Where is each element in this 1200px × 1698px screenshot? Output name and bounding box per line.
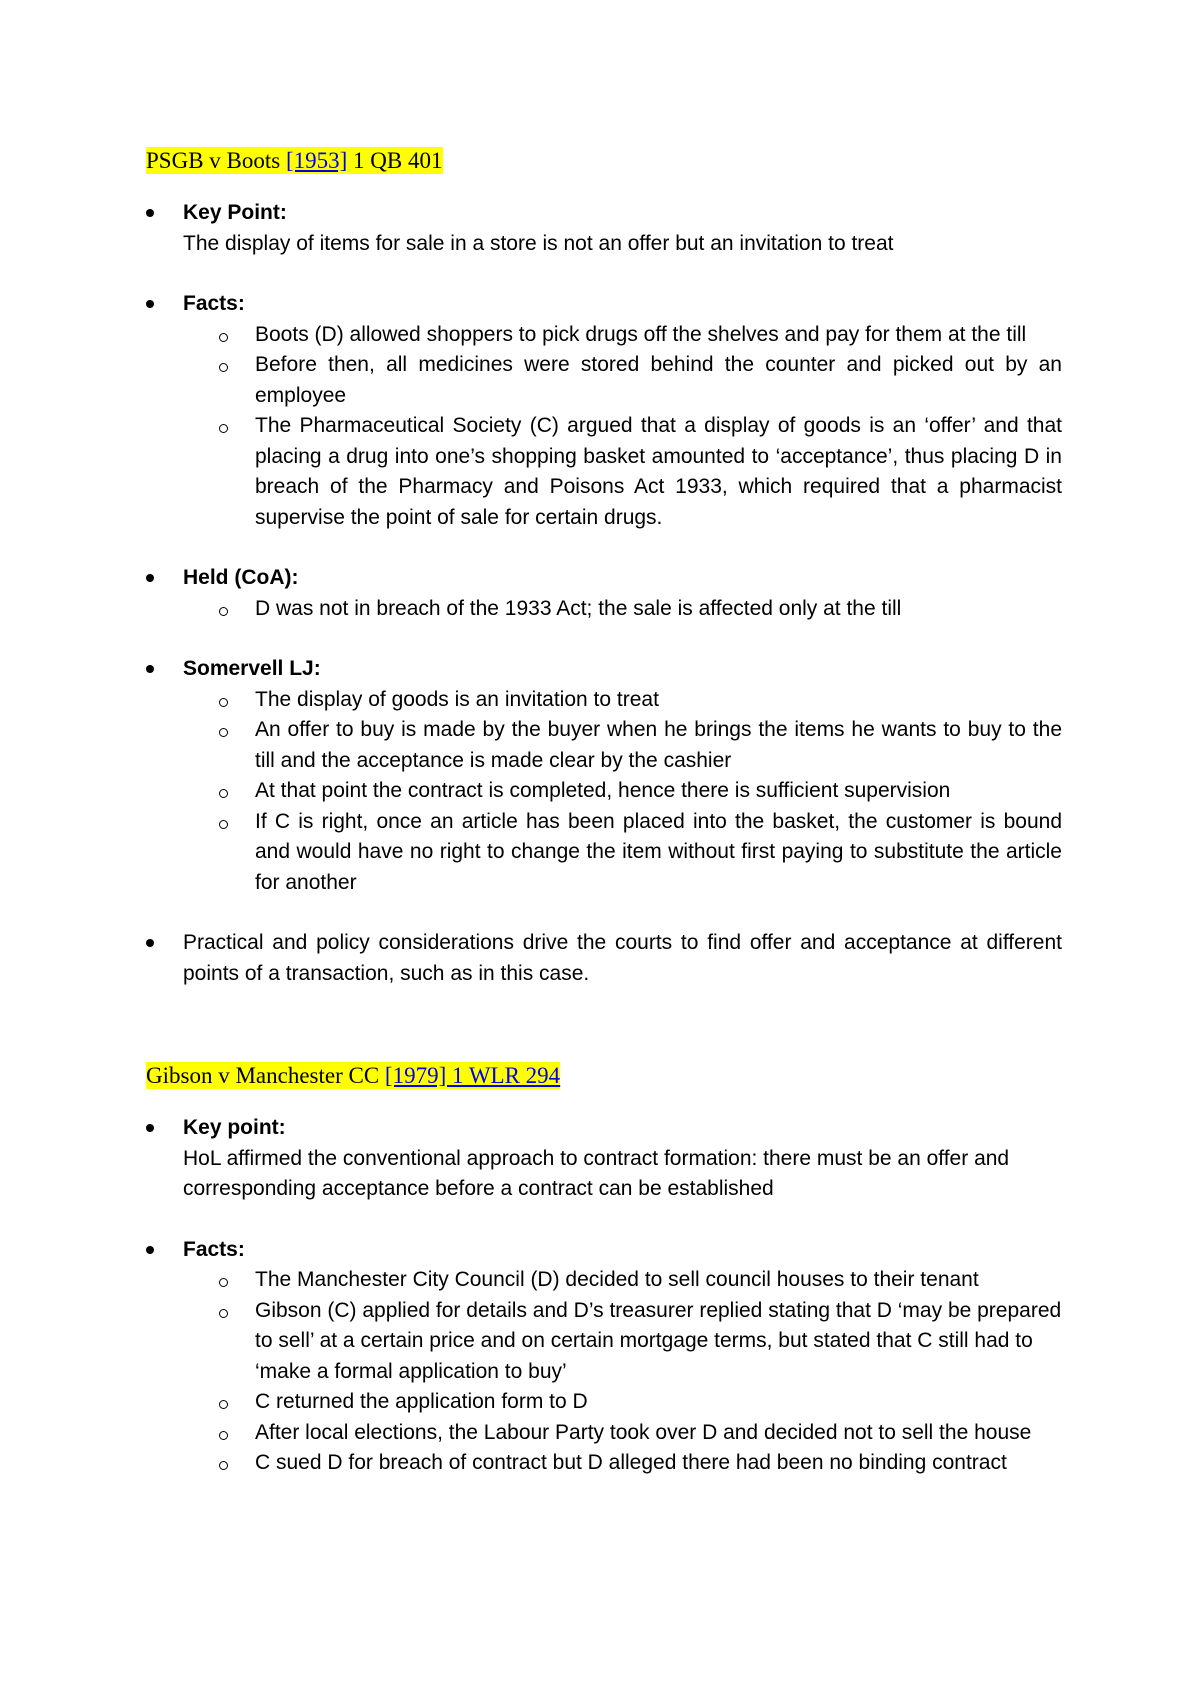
circle-bullet-icon xyxy=(219,1431,228,1440)
list-item-text: C returned the application form to D xyxy=(255,1390,588,1413)
somervell-section xyxy=(146,654,1062,898)
practical-section xyxy=(146,928,1062,989)
list-item xyxy=(219,776,1062,807)
circle-bullet-icon xyxy=(219,698,228,707)
bullet-icon xyxy=(146,300,154,308)
list-item xyxy=(219,411,1062,533)
list-item xyxy=(219,1265,1062,1296)
list-item-text: The Manchester City Council (D) decided to sell council houses to their tenant xyxy=(255,1268,979,1291)
citation-link[interactable]: [1979] 1 WLR 294 xyxy=(384,1063,561,1088)
bullet-icon xyxy=(146,939,154,947)
list-item xyxy=(219,685,1062,716)
citation-link[interactable]: [1953] xyxy=(285,148,348,173)
section-label: Facts: xyxy=(183,292,245,315)
list-item-text: At that point the contract is completed, hence there is sufficient supervision xyxy=(255,779,951,802)
list-item-text: C sued D for breach of contract but D alleged there had been no binding contract xyxy=(255,1451,1007,1474)
circle-bullet-icon xyxy=(219,607,228,616)
list-item-text: After local elections, the Labour Party took over D and decided not to sell the house xyxy=(255,1420,1032,1444)
list-item xyxy=(219,1448,1062,1479)
highlighted-heading xyxy=(146,1062,560,1089)
held-section xyxy=(146,563,1062,624)
case-title: Gibson v Manchester CC xyxy=(146,1063,385,1088)
list-item-text: An offer to buy is made by the buyer when he brings the items he wants to buy to the till and the acceptance is made clear by the cashier xyxy=(255,718,1062,772)
section-label: Key point: xyxy=(183,1116,286,1139)
section-label: Held (CoA): xyxy=(183,566,299,589)
list-item-text: Boots (D) allowed shoppers to pick drugs off the shelves and pay for them at the till xyxy=(255,322,1027,346)
list-item-text: The Pharmaceutical Society (C) argued that a display of goods is an ‘offer’ and that placing a drug into one’s shopping basket amounted to ‘acceptance’, thus placing D in breach of the Pharmacy and Poisons Act 1933, which required that a pharmacist supervise the point of sale for certain drugs. xyxy=(255,414,1062,529)
list-item xyxy=(219,1296,1062,1388)
circle-bullet-icon xyxy=(219,1400,228,1409)
practical-text: Practical and policy considerations drive the courts to find offer and acceptance at different points of a transaction, such as in this case. xyxy=(183,931,1062,985)
case-title: PSGB v Boots xyxy=(146,148,286,173)
list-item xyxy=(219,807,1062,899)
case-heading xyxy=(146,1061,1062,1091)
list-item-text: D was not in breach of the 1933 Act; the sale is affected only at the till xyxy=(255,596,902,620)
bullet-icon xyxy=(146,665,154,673)
list-item-text: Gibson (C) applied for details and D’s treasurer replied stating that D ‘may be prepared to sell’ at a certain price and on certain mortgage terms, but stated that C still had to ‘make a formal application to buy’ xyxy=(255,1298,1062,1383)
circle-bullet-icon xyxy=(219,363,228,372)
facts-section xyxy=(146,1235,1062,1479)
facts-section xyxy=(146,289,1062,533)
bullet-icon xyxy=(146,1246,154,1254)
document-content xyxy=(146,146,1062,1479)
list-item-text: If C is right, once an article has been placed into the basket, the customer is bound and would have no right to change the item without first paying to substitute the article for another xyxy=(255,809,1062,894)
case-gibson-v-manchester xyxy=(146,1061,1062,1479)
held-list xyxy=(183,594,1062,625)
list-item xyxy=(219,715,1062,776)
circle-bullet-icon xyxy=(219,1278,228,1287)
circle-bullet-icon xyxy=(219,1309,228,1318)
list-item xyxy=(219,350,1062,411)
case-psgb-v-boots xyxy=(146,146,1062,989)
list-item-text: The display of goods is an invitation to treat xyxy=(255,687,659,711)
highlighted-heading xyxy=(146,147,443,174)
somervell-list xyxy=(183,685,1062,899)
case-heading xyxy=(146,146,1062,176)
circle-bullet-icon xyxy=(219,333,228,342)
list-item xyxy=(219,320,1062,351)
key-point-section xyxy=(146,198,1062,259)
section-label: Somervell LJ: xyxy=(183,657,321,680)
section-label: Facts: xyxy=(183,1237,245,1261)
section-label: Key Point: xyxy=(183,201,287,224)
key-point-text: HoL affirmed the conventional approach to contract formation: there must be an offer and corresponding acceptance before a contract can be established xyxy=(183,1146,1010,1200)
list-item xyxy=(219,1387,1062,1418)
circle-bullet-icon xyxy=(219,728,228,737)
bullet-icon xyxy=(146,574,154,582)
key-point-section xyxy=(146,1113,1062,1205)
bullet-icon xyxy=(146,1124,154,1132)
facts-list xyxy=(183,1265,1062,1479)
citation-report: 1 QB 401 xyxy=(347,148,443,173)
facts-list xyxy=(183,320,1062,534)
bullet-icon xyxy=(146,209,154,217)
circle-bullet-icon xyxy=(219,424,228,433)
circle-bullet-icon xyxy=(219,789,228,798)
key-point-text: The display of items for sale in a store is not an offer but an invitation to treat xyxy=(183,231,894,255)
list-item xyxy=(219,594,1062,625)
circle-bullet-icon xyxy=(219,1461,228,1470)
list-item-text: Before then, all medicines were stored behind the counter and picked out by an employee xyxy=(255,353,1062,407)
circle-bullet-icon xyxy=(219,820,228,829)
list-item xyxy=(219,1418,1062,1449)
